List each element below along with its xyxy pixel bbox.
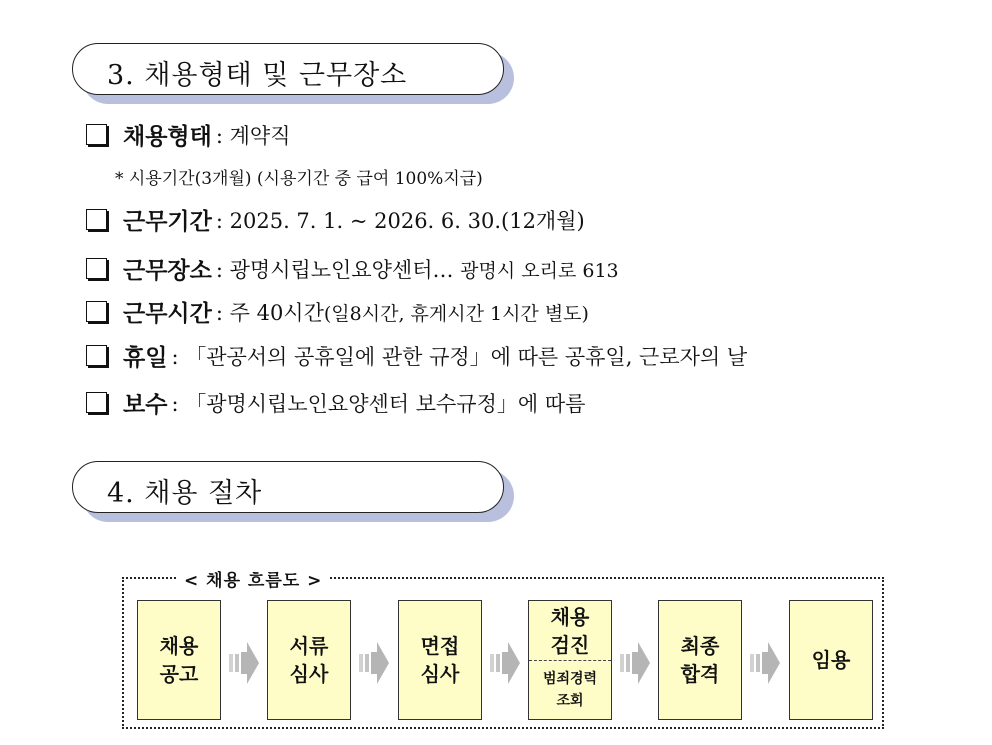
item-value: : 2025. 7. 1. ~ 2026. 6. 30.(12개월) — [215, 208, 585, 233]
section-4-header — [72, 461, 504, 513]
flow-step-job-posting — [137, 600, 221, 720]
item-value — [216, 254, 619, 284]
probation-note: * 시용기간(3개월) (시용기간 중 급여 100%지급) — [115, 169, 483, 189]
arrow-right-icon — [620, 640, 650, 686]
flow-step-health-check — [528, 600, 612, 720]
item-value — [216, 297, 589, 327]
checkbox-icon — [86, 392, 107, 413]
checkbox-icon — [86, 345, 107, 366]
step-line: 합격 — [680, 662, 720, 686]
step-line: 서류 — [289, 634, 329, 658]
item-holidays — [86, 339, 747, 372]
step-line: 최종 — [680, 634, 720, 658]
step-line: 검진 — [550, 632, 590, 657]
checkbox-icon — [86, 209, 107, 230]
item-value-main: : 광명시립노인요양센터… — [215, 257, 461, 282]
section-3-title: 3. 채용형태 및 근무장소 — [107, 60, 408, 91]
item-value-detail: (일8시간, 휴게시간 1시간 별도) — [323, 302, 589, 325]
item-label: 근무시간 — [123, 301, 212, 327]
arrow-right-icon — [490, 640, 520, 686]
checkbox-icon — [86, 301, 107, 322]
step-line: 공고 — [159, 662, 199, 686]
arrow-right-icon — [359, 640, 389, 686]
item-value-main: : 주 40시간 — [215, 300, 324, 325]
section-3-header — [72, 43, 504, 95]
step-sub-line: 범죄경력 — [542, 671, 598, 688]
flow-chart-title: < 채용 흐름도 > — [178, 566, 328, 591]
flow-step-interview — [398, 600, 482, 720]
step-line: 채용 — [159, 634, 199, 658]
item-value: : 「관공서의 공휴일에 관한 규정」에 따른 공휴일, 근로자의 날 — [171, 344, 748, 369]
flow-step-final-pass — [658, 600, 742, 720]
checkbox-icon — [86, 258, 107, 279]
step-line: 심사 — [420, 662, 460, 686]
item-work-place — [86, 252, 619, 285]
arrow-right-icon — [750, 640, 780, 686]
arrow-right-icon — [229, 640, 259, 686]
item-label: 휴일 — [123, 345, 168, 371]
item-work-period — [86, 203, 585, 236]
step-line: 채용 — [550, 604, 590, 629]
step-line: 면접 — [420, 634, 460, 658]
item-employment-type — [86, 118, 290, 151]
item-work-hours — [86, 295, 589, 328]
item-pay — [86, 386, 585, 419]
flow-step-appointment — [789, 600, 873, 720]
step-line: 심사 — [289, 662, 329, 686]
item-value: : 「광명시립노인요양센터 보수규정」에 따름 — [171, 391, 586, 416]
item-value-address: 광명시 오리로 613 — [460, 259, 619, 282]
item-label: 보수 — [123, 392, 168, 418]
section-4-title: 4. 채용 절차 — [107, 478, 263, 509]
item-label: 채용형태 — [123, 124, 212, 150]
item-label: 근무기간 — [123, 209, 212, 235]
checkbox-icon — [86, 124, 107, 145]
flow-step-document-review — [267, 600, 351, 720]
step-sub-line: 조회 — [556, 693, 584, 710]
step-line: 임용 — [811, 648, 851, 672]
item-value: : 계약직 — [215, 123, 291, 148]
item-label: 근무장소 — [123, 258, 212, 284]
